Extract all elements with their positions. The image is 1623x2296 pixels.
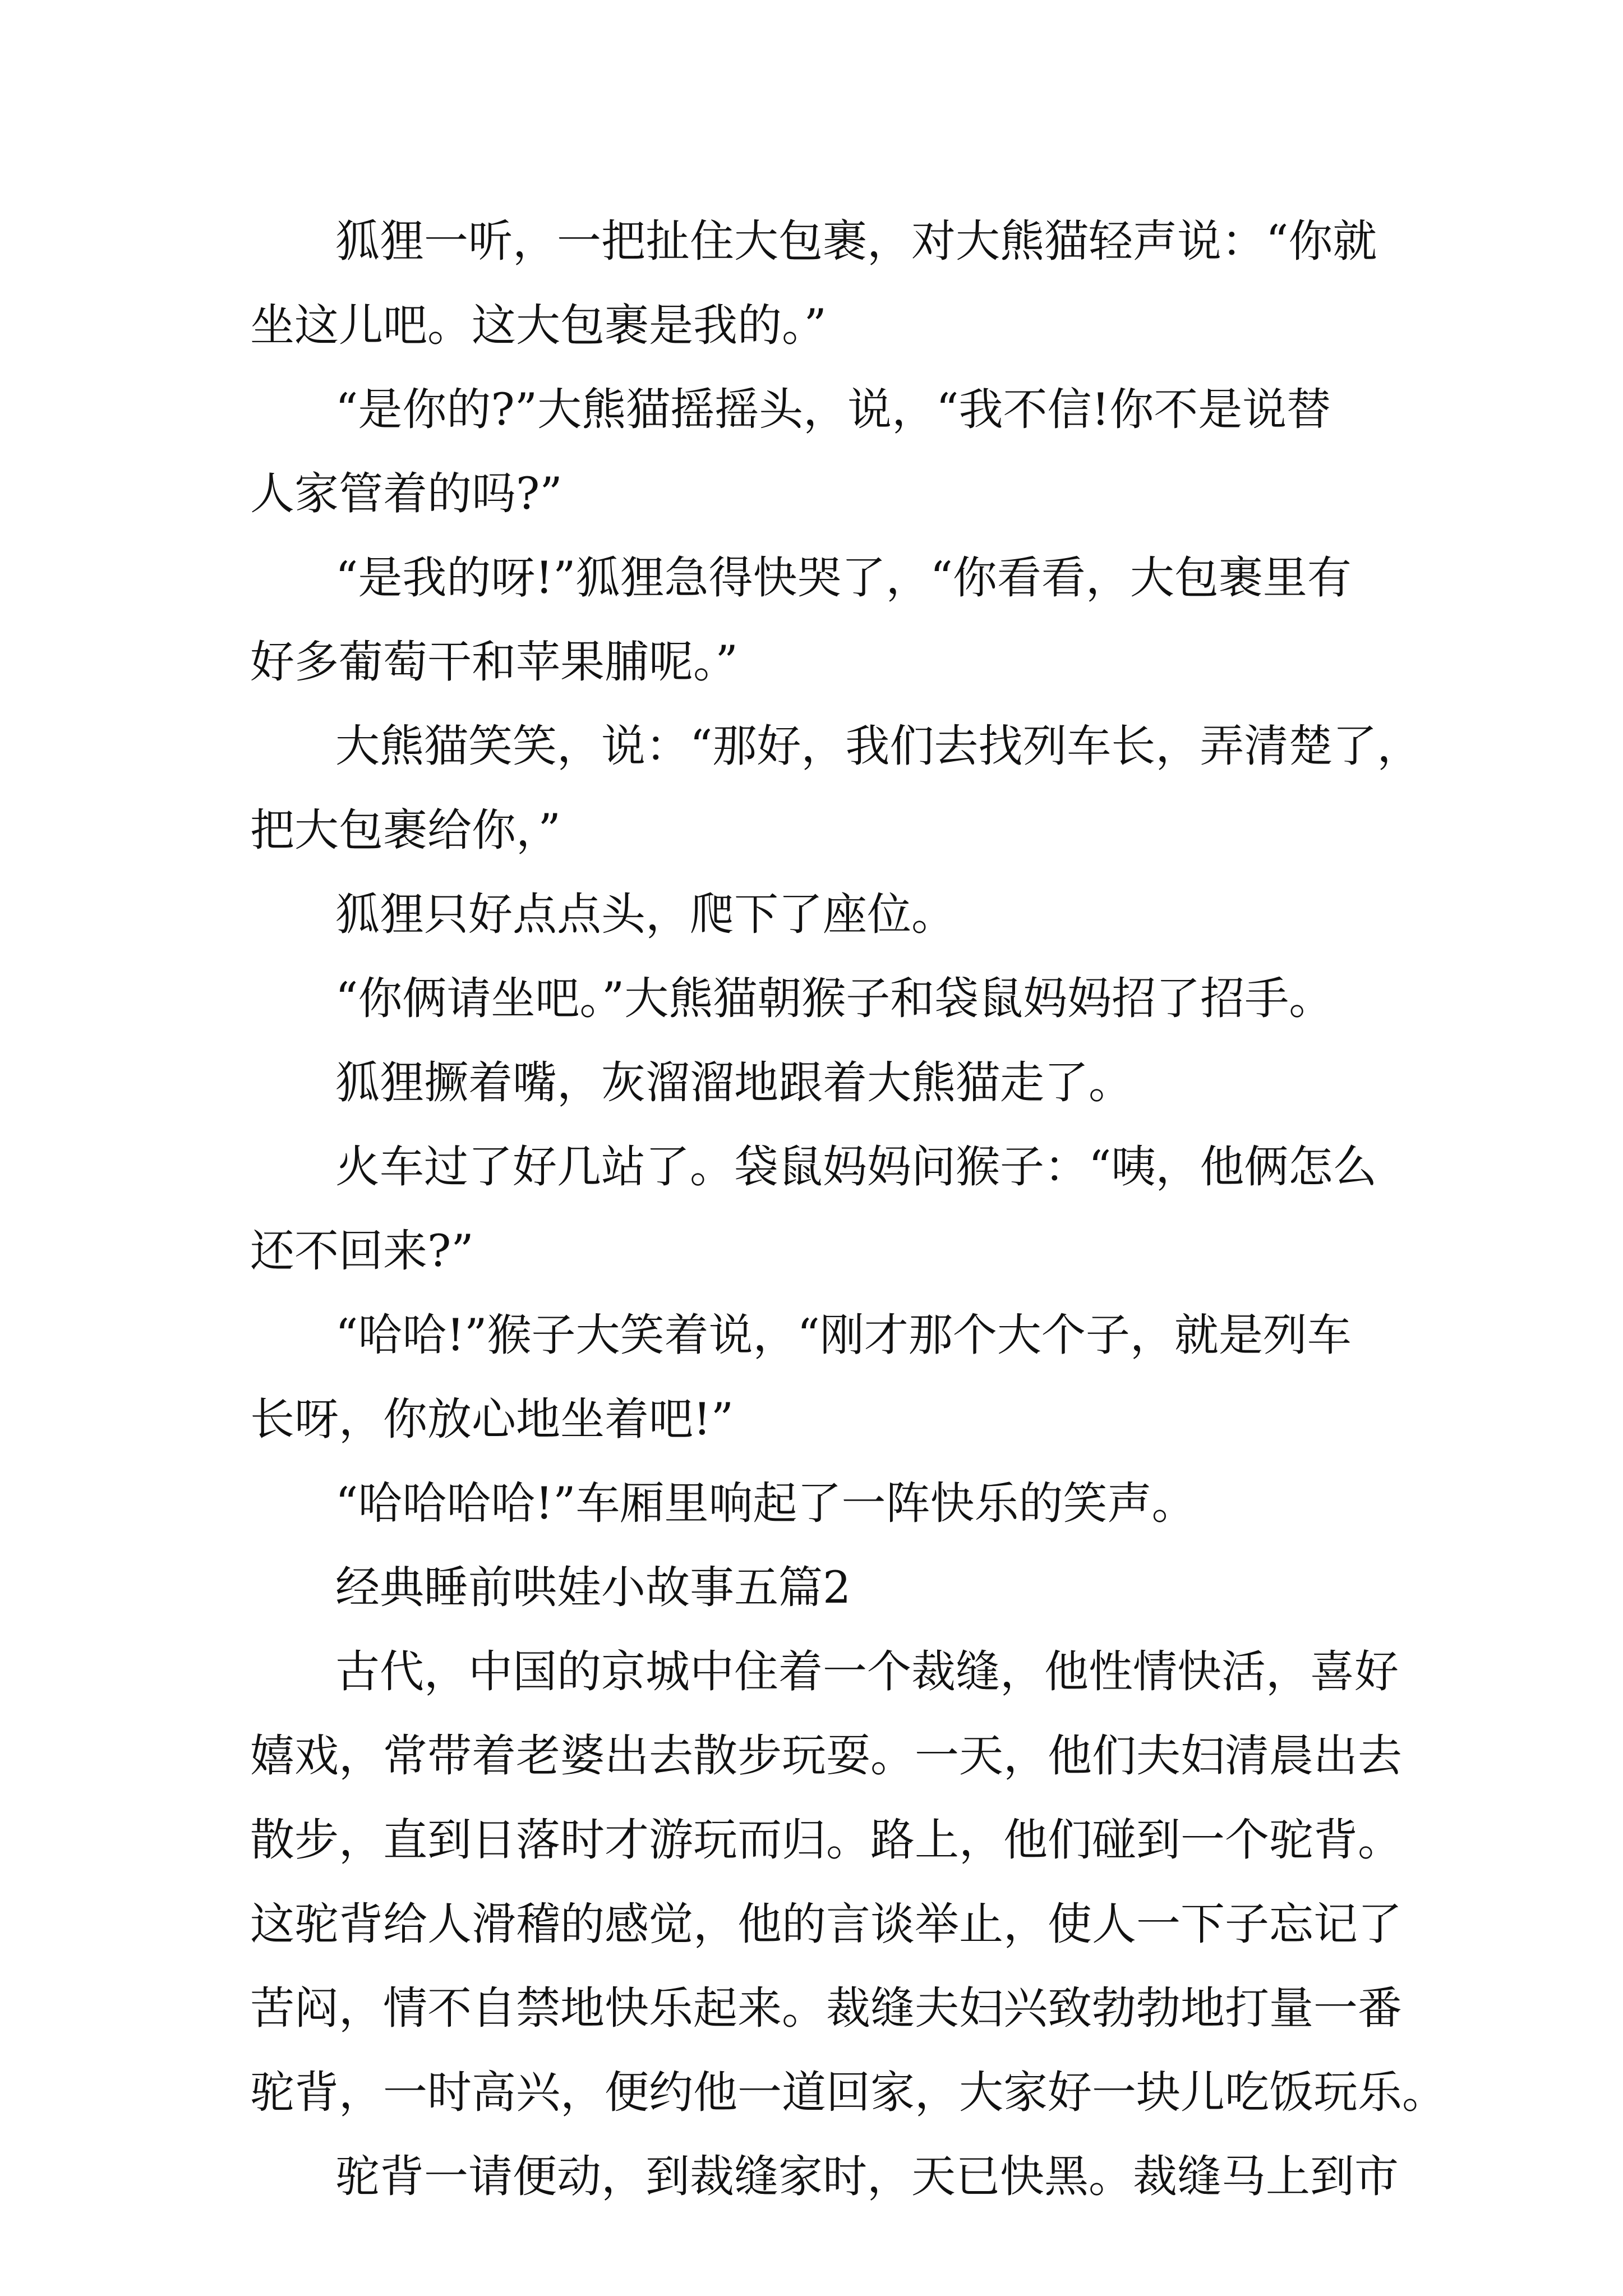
- text-line: 火车过了好几站了。袋鼠妈妈问猴子：“咦，他俩怎么: [335, 1141, 1377, 1193]
- text-line: 散步，直到日落时才游玩而归。路上，他们碰到一个驼背。: [250, 1814, 1402, 1866]
- text-line: 坐这儿吧。这大包裹是我的。”: [250, 300, 827, 351]
- text-line: 好多葡萄干和苹果脯呢。”: [250, 636, 738, 688]
- text-line: 大熊猫笑笑，说：“那好，我们去找列车长，弄清楚了，: [335, 720, 1422, 772]
- text-line: 驼背一请便动，到裁缝家时，天已快黑。裁缝马上到市: [335, 2151, 1399, 2202]
- text-line: “哈哈!”猴子大笑着说，“刚才那个大个子，就是列车: [335, 1309, 1352, 1361]
- text-line: 驼背，一时高兴，便约他一道回家，大家好一块儿吃饭玩乐。: [250, 2067, 1446, 2118]
- body-text: [250, 199, 1446, 2219]
- text-line: “哈哈哈哈!”车厢里响起了一阵快乐的笑声。: [335, 1478, 1196, 1529]
- text-line: 狐狸一听，一把扯住大包裹，对大熊猫轻声说：“你就: [335, 215, 1377, 267]
- text-line: 长呀，你放心地坐着吧!”: [250, 1393, 734, 1445]
- text-line: 人家管着的吗?”: [250, 468, 562, 519]
- text-line: 狐狸撅着嘴，灰溜溜地跟着大熊猫走了。: [335, 1057, 1133, 1108]
- text-line: 苦闷，情不自禁地快乐起来。裁缝夫妇兴致勃勃地打量一番: [250, 1982, 1402, 2034]
- text-line: “你俩请坐吧。”大熊猫朝猴子和袋鼠妈妈招了招手。: [335, 973, 1334, 1024]
- text-line: 古代，中国的京城中住着一个裁缝，他性情快活，喜好: [335, 1646, 1399, 1697]
- text-line: “是我的呀!”狐狸急得快哭了，“你看看，大包裹里有: [335, 552, 1352, 604]
- text-line: 嬉戏，常带着老婆出去散步玩耍。一天，他们夫妇清晨出去: [250, 1730, 1402, 1782]
- text-line: “是你的?”大熊猫摇摇头，说，“我不信!你不是说替: [335, 384, 1331, 435]
- text-line: 狐狸只好点点头，爬下了座位。: [335, 889, 956, 940]
- text-line: 把大包裹给你，”: [250, 804, 561, 856]
- text-line: 这驼背给人滑稽的感觉，他的言谈举止，使人一下子忘记了: [250, 1898, 1402, 1950]
- text-line: 还不回来?”: [250, 1225, 474, 1277]
- section-heading: 经典睡前哄娃小故事五篇2: [335, 1562, 851, 1613]
